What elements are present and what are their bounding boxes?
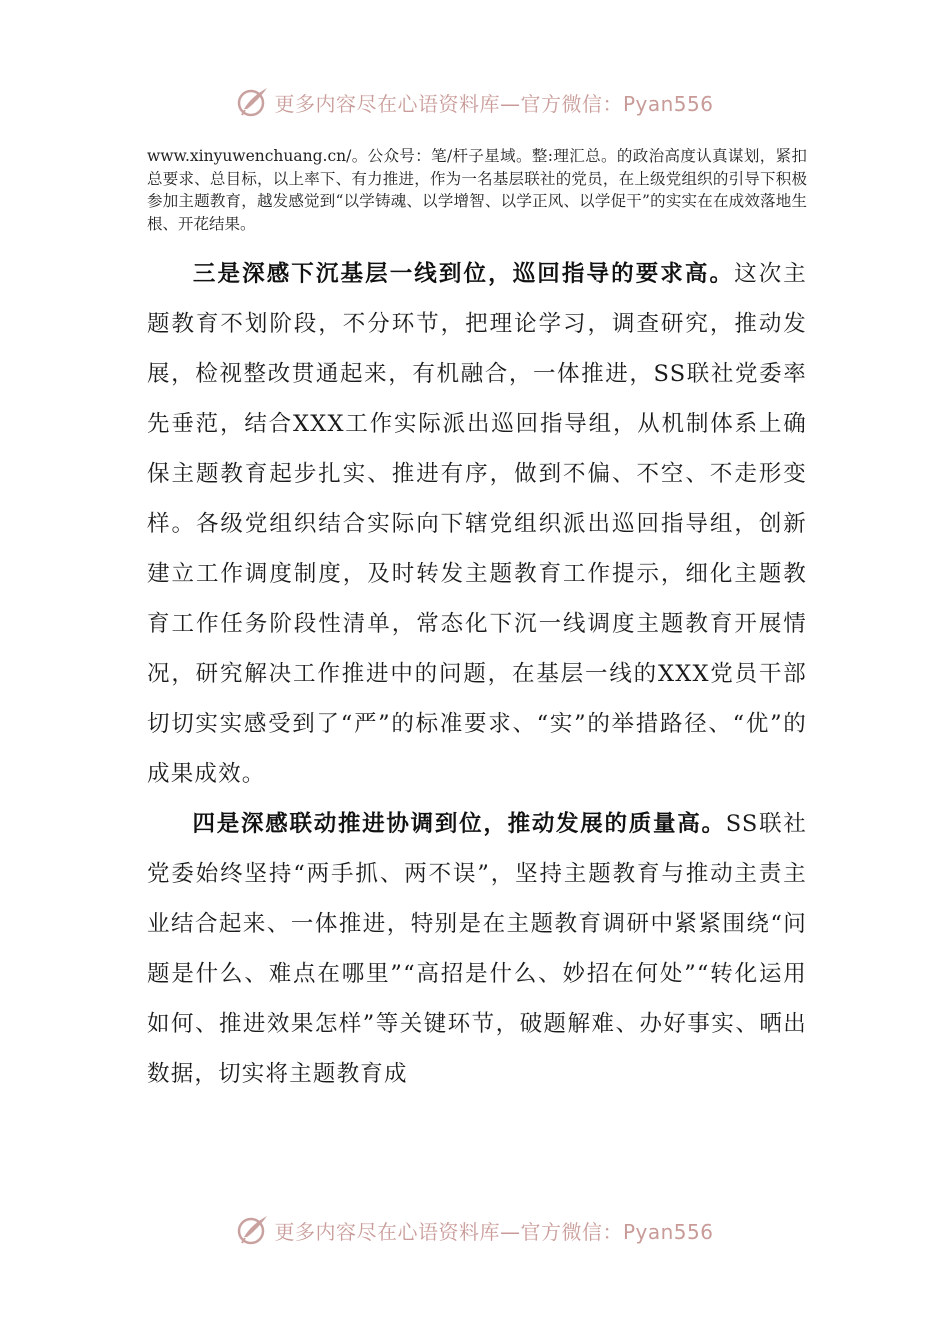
paragraph-four-lead: 四是深感联动推进协调到位，推动发展的质量高。 [192,811,726,837]
quill-seal-icon [236,1213,270,1247]
paragraph-four [147,799,807,1099]
footer-banner [0,1210,950,1250]
intro-paragraph: www.xinyuwenchuang.cn/。公众号：笔/杆子星域。整:理汇总。的政治高度认真谋划，紧扣总要求、总目标，以上率下、有力推进，作为一名基层联社的党员，在上级党组织的引导下积极参加主题教育，越发感觉到“以学铸魂、以学增智、以学正风、以学促干”的实实在在成效落地生根、开花结果。 [147,147,807,233]
paragraph-three [147,249,807,799]
banner-text: 更多内容尽在心语资料库—官方微信：Pyan556 [274,1219,714,1244]
paragraph-four-body: SS联社党委始终坚持“两手抓、两不误”，坚持主题教育与推动主责主业结合起来、一体推进，特别是在主题教育调研中紧紧围绕“问题是什么、难点在哪里”“高招是什么、妙招在何处”“转化运用如何、推进效果怎样”等关键环节，破题解难、办好事实、晒出数据，切实将主题教育成 [147,811,808,1087]
paragraph-three-lead: 三是深感下沉基层一线到位，巡回指导的要求高。 [192,261,735,287]
paragraph-three-body: 这次主题教育不划阶段，不分环节，把理论学习，调查研究，推动发展，检视整改贯通起来，有机融合，一体推进，SS联社党委率先垂范，结合XXX工作实际派出巡回指导组，从机制体系上确保主题教育起步扎实、推进有序，做到不偏、不空、不走形变样。各级党组织结合实际向下辖党组织派出巡回指导组，创新建立工作调度制度，及时转发主题教育工作提示，细化主题教育工作任务阶段性清单，常态化下沉一线调度主题教育开展情况，研究解决工作推进中的问题，在基层一线的XXX党员干部切切实实感受到了“严”的标准要求、“实”的举措路径、“优”的成果成效。 [147,261,807,787]
header-banner [0,82,950,122]
banner-text: 更多内容尽在心语资料库—官方微信：Pyan556 [274,91,714,116]
quill-seal-icon [236,85,270,119]
